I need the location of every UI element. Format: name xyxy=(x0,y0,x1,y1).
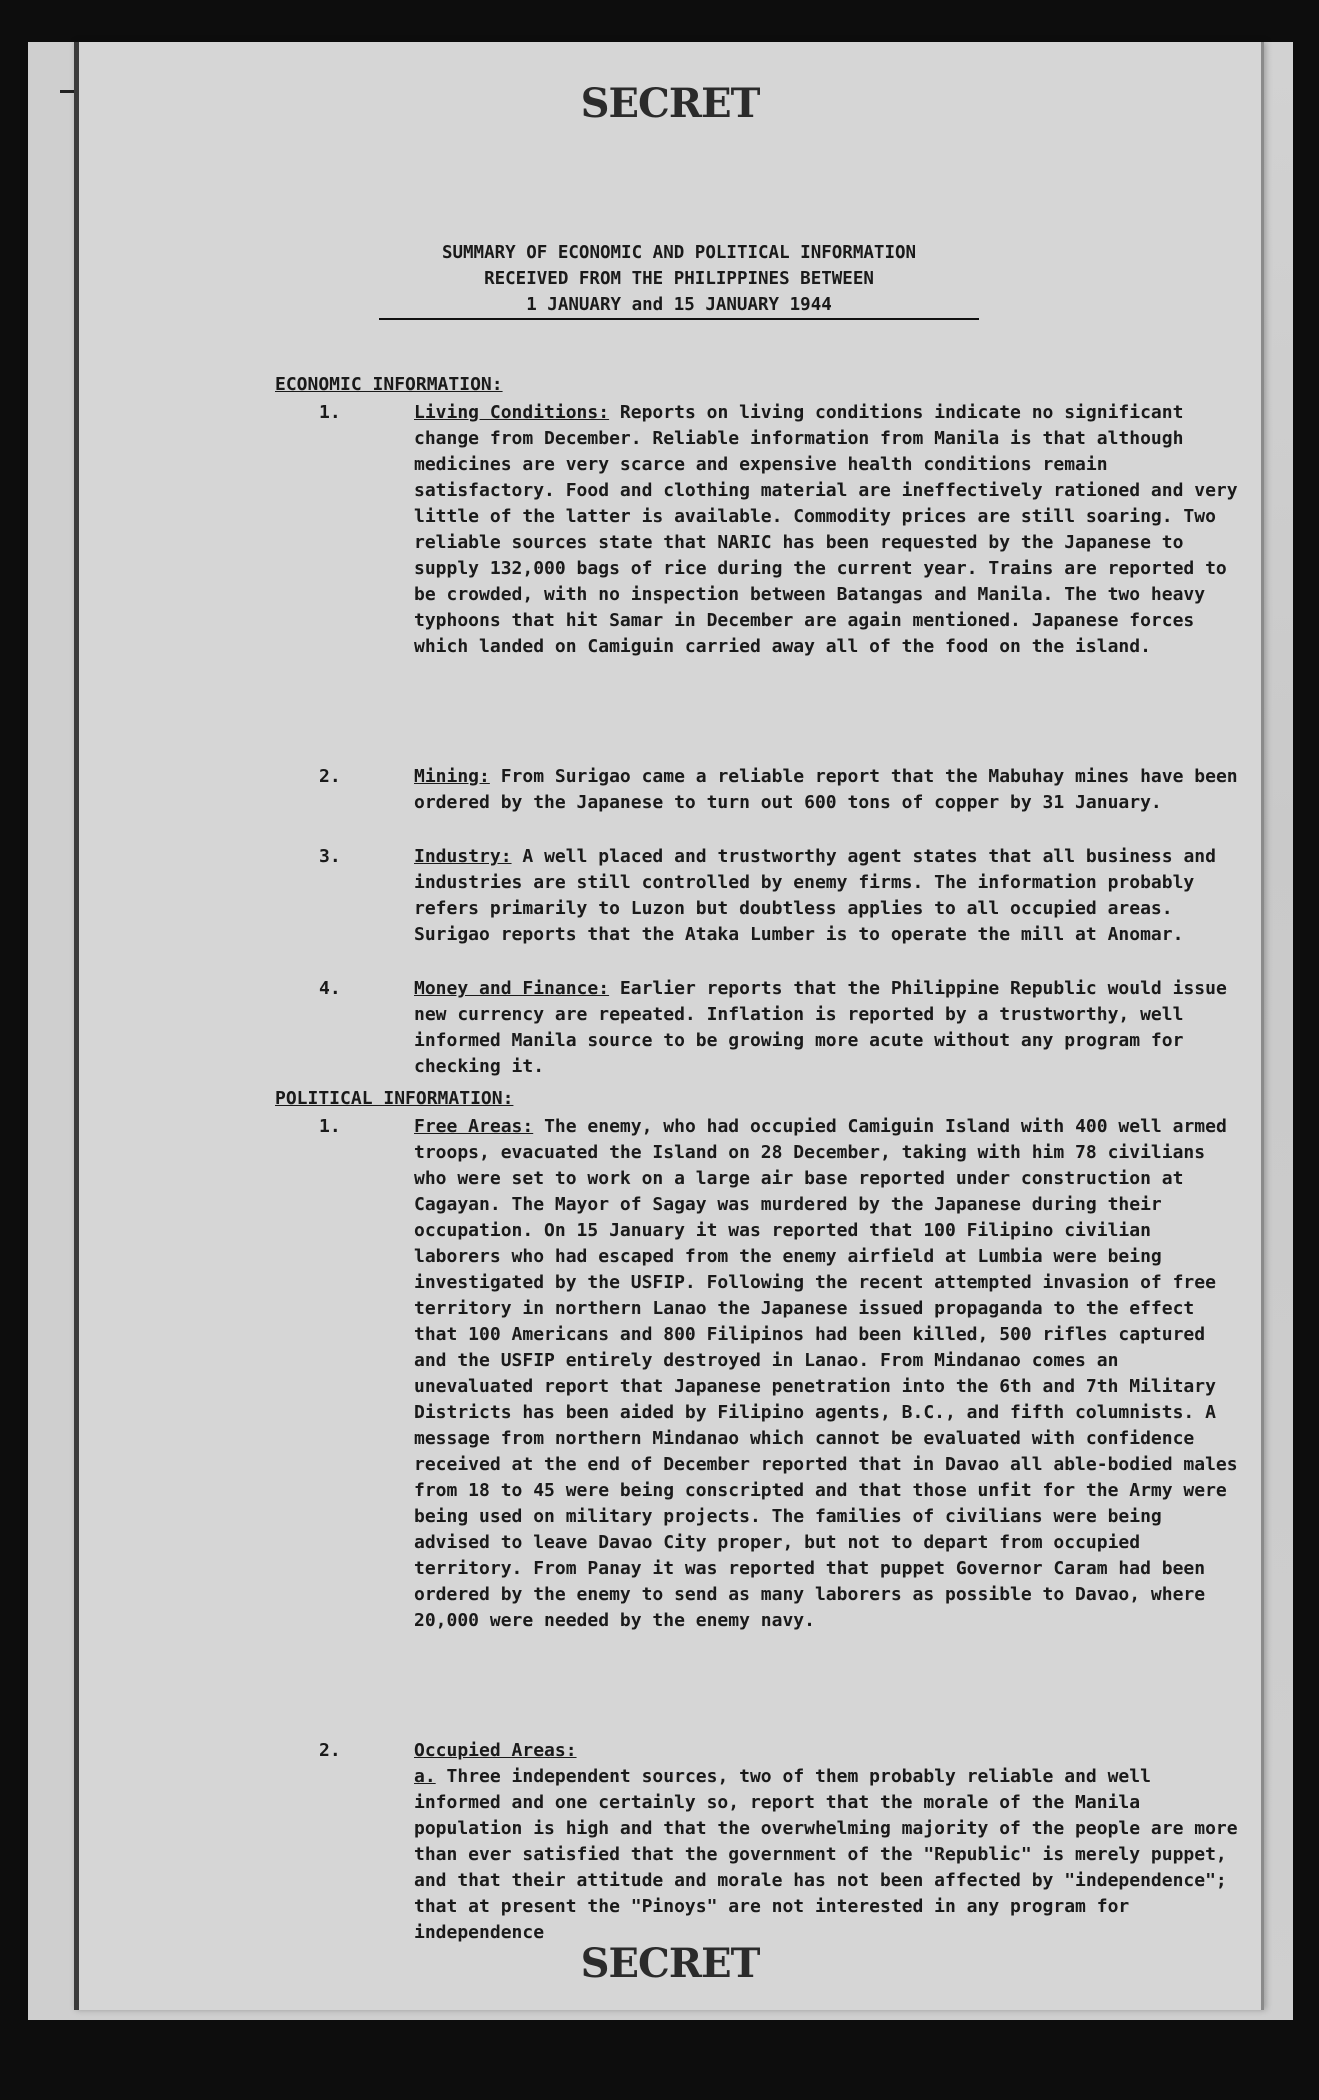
item-text: Three independent sources, two of them probably reliable and well informed and one certainly so, report that the morale of the Manila population is high and that the overwhelming majority of the people are more than ever satisfied that the government of the "Republic" is merely puppet, and that their attitude and morale has not been affected by "independence"; that at present the "Pinoys" are not interested in any program for independence xyxy=(414,1766,1238,1943)
economic-item-industry: 3. Industry: A well placed and trustworthy agent states that all business and industries are still controlled by enemy firms. The information probably refers primarily to Luzon but doubtless applies to all occupied areas. Surigao reports that the Ataka Lumber is to operate the mill at Anomar. xyxy=(319,846,1216,945)
scanned-sheet xyxy=(28,42,1293,2020)
title-line: 1 JANUARY and 15 JANUARY 1944 xyxy=(379,292,979,320)
item-text: The enemy, who had occupied Camiguin Island with 400 well armed troops, evacuated the Island on 28 December, taking with him 78 civilians who were set to work on a large air base reported under construction at Cagayan. The Mayor of Sagay was murdered by the Japanese during their occupation. On 15 January it was reported that 100 Filipino civilian laborers who had escaped from the enemy airfield at Lumbia were being investigated by the USFIP. Following the recent attempted invasion of free territory in northern Lanao the Japanese issued propaganda to the effect that 100 Americans and 800 Filipinos had been killed, 500 rifles captured and the USFIP entirely destroyed in Lanao. From Mindanao comes an unevaluated report that Japanese penetration into the 6th and 7th Military Districts has been aided by Filipino agents, B.C., and fifth columnists. A message from northern Mindanao which cannot be evaluated with confidence received at the end of December reported that in Davao all able-bodied males from 18 to 45 were being conscripted and that those unfit for the Army were being used on military projects. The families of civilians were being advised to leave Davao City proper, but not to depart from occupied territory. From Panay it was reported that puppet Governor Caram had been ordered by the enemy to send as many laborers as possible to Davao, where 20,000 were needed by the enemy navy. xyxy=(414,1116,1238,1631)
sub-item-label: a. xyxy=(414,1766,436,1787)
item-heading: Industry: xyxy=(414,846,512,867)
binding-strip xyxy=(28,42,74,2020)
title-line: RECEIVED FROM THE PHILIPPINES BETWEEN xyxy=(484,269,874,289)
item-heading: Free Areas: xyxy=(414,1116,534,1137)
document-title xyxy=(379,240,979,320)
economic-item-mining: 2. Mining: From Surigao came a reliable report that the Mabuhay mines have been ordered by the Japanese to turn out 600 tons of copper by 31 January. xyxy=(319,766,1238,813)
item-heading: Occupied Areas: xyxy=(414,1740,577,1761)
economic-item-living-conditions: 1. Living Conditions: Reports on living conditions indicate no significant change from December. Reliable information from Manila is that although medicines are very scarce and expensive health conditions remain satisfactory. Food and clothing material are ineffectively rationed and very little of the latter is available. Commodity prices are still soaring. Two reliable sources state that NARIC has been requested by the Japanese to supply 132,000 bags of rice during the current year. Trains are reported to be crowded, with no inspection between Batangas and Manila. The two heavy typhoons that hit Samar in December are again mentioned. Japanese forces which landed on Camiguin carried away all of the food on the island. xyxy=(319,402,1238,657)
economic-section-title: ECONOMIC INFORMATION: xyxy=(275,374,503,395)
classification-stamp-top: SECRET xyxy=(580,80,760,127)
economic-item-money-finance: 4. Money and Finance: Earlier reports that the Philippine Republic would issue new currency are repeated. Inflation is reported by a trustworthy, well informed Manila source to be growing more acute without any program for checking it. xyxy=(319,978,1227,1077)
item-text: Reports on living conditions indicate no significant change from December. Reliable information from Manila is that although medicines are very scarce and expensive health conditions remain satisfactory. Food and clothing material are ineffectively rationed and very little of the latter is available. Commodity prices are still soaring. Two reliable sources state that NARIC has been requested by the Japanese to supply 132,000 bags of rice during the current year. Trains are reported to be crowded, with no inspection between Batangas and Manila. The two heavy typhoons that hit Samar in December are again mentioned. Japanese forces which landed on Camiguin carried away all of the food on the island. xyxy=(414,402,1238,657)
item-heading: Mining: xyxy=(414,766,490,787)
item-heading: Living Conditions: xyxy=(414,402,610,423)
document-page xyxy=(74,42,1264,2010)
title-line: SUMMARY OF ECONOMIC AND POLITICAL INFORMATION xyxy=(441,243,917,263)
item-text: From Surigao came a reliable report that the Mabuhay mines have been ordered by the Japanese to turn out 600 tons of copper by 31 January. xyxy=(414,766,1238,813)
item-text: Earlier reports that the Philippine Republic would issue new currency are repeated. Inflation is reported by a trustworthy, well informed Manila source to be growing more acute without any program for checking it. xyxy=(414,978,1227,1077)
political-section-title: POLITICAL INFORMATION: xyxy=(275,1088,514,1109)
political-item-free-areas: 1. Free Areas: The enemy, who had occupied Camiguin Island with 400 well armed troops, evacuated the Island on 28 December, taking with him 78 civilians who were set to work on a large air base reported under construction at Cagayan. The Mayor of Sagay was murdered by the Japanese during their occupation. On 15 January it was reported that 100 Filipino civilian laborers who had escaped from the enemy airfield at Lumbia were being investigated by the USFIP. Following the recent attempted invasion of free territory in northern Lanao the Japanese issued propaganda to the effect that 100 Americans and 800 Filipinos had been killed, 500 rifles captured and the USFIP entirely destroyed in Lanao. From Mindanao comes an unevaluated report that Japanese penetration into the 6th and 7th Military Districts has been aided by Filipino agents, B.C., and fifth columnists. A message from northern Mindanao which cannot be evaluated with confidence received at the end of December reported that in Davao all able-bodied males from 18 to 45 were being conscripted and that those unfit for the Army were being used on military projects. The families of civilians were being advised to leave Davao City proper, but not to depart from occupied territory. From Panay it was reported that puppet Governor Caram had been ordered by the enemy to send as many laborers as possible to Davao, where 20,000 were needed by the enemy navy. xyxy=(319,1116,1238,1631)
political-item-occupied-areas: 2. Occupied Areas: a. Three independent sources, two of them probably reliable and well informed and one certainly so, report that the morale of the Manila population is high and that the overwhelming majority of the people are more than ever satisfied that the government of the "Republic" is merely puppet, and that their attitude and morale has not been affected by "independence"; that at present the "Pinoys" are not interested in any program for independence xyxy=(319,1740,1238,1943)
item-text: A well placed and trustworthy agent states that all business and industries are still controlled by enemy firms. The information probably refers primarily to Luzon but doubtless applies to all occupied areas. Surigao reports that the Ataka Lumber is to operate the mill at Anomar. xyxy=(414,846,1216,945)
item-heading: Money and Finance: xyxy=(414,978,610,999)
classification-stamp-bottom: SECRET xyxy=(580,1940,760,1987)
